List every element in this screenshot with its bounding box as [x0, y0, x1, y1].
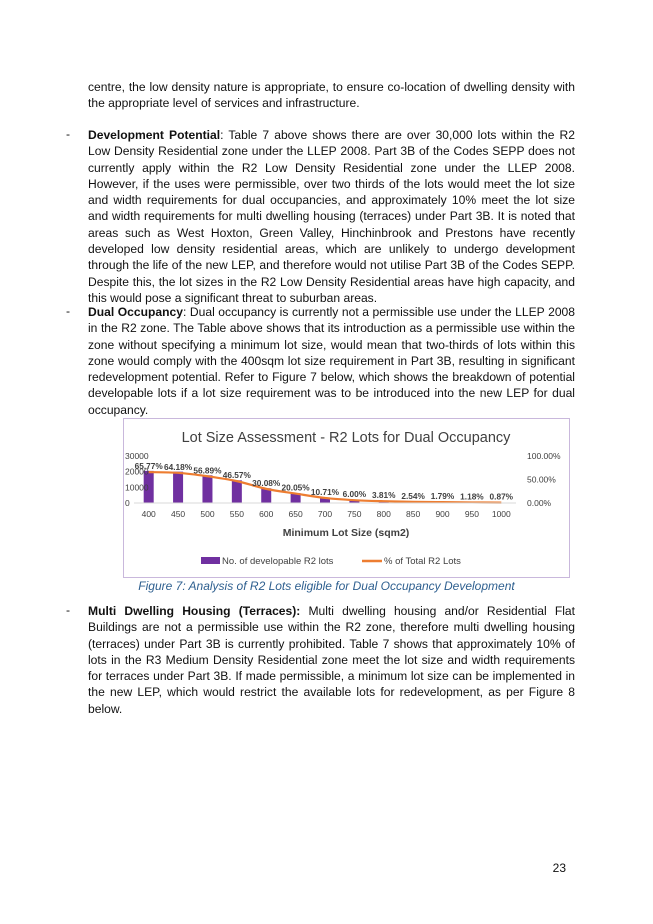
- data-label-900: 1.79%: [430, 491, 455, 502]
- legend-label-bars: No. of developable R2 lots: [222, 556, 334, 567]
- bullet-multi-dwelling: [88, 603, 575, 717]
- data-label-400: 65.77%: [134, 461, 163, 472]
- data-label-1000: 0.87%: [489, 491, 514, 502]
- x-tick-1000: 1000: [491, 509, 511, 519]
- bullet-heading: Development Potential: [88, 128, 221, 142]
- bullet-text: : Dual occupancy is currently not a permissible use under the LLEP 2008 in the R2 zone. The Table above shows that its introduction as a permissible use within the zone without specifying a minimum lot size, would mean that two-thirds of lots within this zone would comply with the 400sqm lot size requirement in Part 3B, resulting in significant redevelopment potential. Refer to Figure 7 below, which shows the breakdown of potential developable lots if a lot size requirement was to be introduced into the new LEP for dual occupancy.: [88, 305, 575, 417]
- x-tick-700: 700: [317, 509, 333, 519]
- intro-paragraph: centre, the low density nature is appropriate, to ensure co-location of dwelling density with the appropriate level of services and infrastructure.: [88, 80, 575, 111]
- chart-legend: [201, 556, 461, 567]
- x-tick-950: 950: [464, 509, 480, 519]
- y-left-tick: 20000: [125, 466, 149, 477]
- bullet-text: : Table 7 above shows there are over 30,000 lots within the R2 Low Density Residential zone under the LLEP 2008. Part 3B of the Codes SEPP does not currently apply within the R2 Low Density Residential zone under the LLEP 2008. However, if the uses were permissible, over two thirds of the lots would meet the lot size and width requirements for dual occupancies, and approximately 10% meet the lot size and width requirements for multi dwelling housing (terraces) under Part 3B. It is noted that areas such as West Hoxton, Green Valley, Hinchinbrook and Prestons have recently developed low density residential areas, which are unlikely to undergo development through the life of the new LEP, and therefore would not utilise Part 3B of the Codes SEPP. Despite this, the lot sizes in the R2 Low Density Residential areas have high capacity, and this would pose a significant threat to suburban areas.: [88, 128, 575, 305]
- page-number: 23: [552, 861, 566, 875]
- data-label-750: 6.00%: [342, 489, 367, 500]
- legend-label-line: % of Total R2 Lots: [384, 556, 461, 567]
- chart-frame: [123, 418, 570, 578]
- bullet-heading: Dual Occupancy: [88, 305, 183, 319]
- bullet-marker: -: [66, 127, 71, 141]
- data-label-600: 30.08%: [252, 477, 281, 488]
- y-right-tick: 100.00%: [527, 451, 561, 461]
- x-tick-650: 650: [288, 509, 303, 519]
- data-label-950: 1.18%: [460, 491, 484, 502]
- bar-550: [232, 480, 242, 503]
- x-tick-850: 850: [406, 509, 421, 519]
- x-tick-600: 600: [259, 509, 274, 519]
- x-tick-900: 900: [435, 509, 450, 519]
- data-label-800: 3.81%: [372, 490, 396, 501]
- bar-450: [173, 472, 183, 503]
- x-axis-title: Minimum Lot Size (sqm2): [282, 527, 410, 539]
- data-label-550: 46.57%: [222, 470, 251, 481]
- bullet-marker: -: [66, 603, 71, 617]
- y-right-tick: 50.00%: [527, 474, 556, 485]
- data-label-450: 64.18%: [164, 461, 193, 472]
- bullet-marker: -: [66, 304, 71, 318]
- lot-size-chart: [124, 419, 569, 577]
- x-tick-550: 550: [229, 509, 244, 519]
- figure-caption: Figure 7: Analysis of R2 Lots eligible for Dual Occupancy Development: [138, 579, 515, 593]
- y-right-tick: 0.00%: [527, 498, 552, 508]
- x-tick-750: 750: [347, 509, 362, 519]
- x-tick-800: 800: [376, 509, 391, 519]
- x-tick-500: 500: [200, 509, 215, 519]
- bullet-text: Multi dwelling housing and/or Residential Flat Buildings are not a permissible use within the R2 zone, therefore multi dwelling housing (terraces) under Part 3B is currently prohibited. Table 7 shows that approximately 10% of lots in the R3 Medium Density Residential zone meet the lot size and width requirements for terraces under Part 3B. If made permissible, a minimum lot size can be implemented in the new LEP, which would restrict the available lots for redevelopment, as per Figure 8 below.: [88, 604, 575, 716]
- data-label-850: 2.54%: [401, 490, 425, 501]
- bullet-development-potential: [88, 127, 575, 306]
- x-tick-400: 400: [141, 509, 156, 519]
- data-label-500: 56.89%: [193, 465, 222, 476]
- y-left-tick: 10000: [125, 482, 149, 493]
- bullet-heading: Multi Dwelling Housing (Terraces):: [88, 604, 301, 618]
- data-label-650: 20.05%: [281, 482, 310, 493]
- chart-title: Lot Size Assessment - R2 Lots for Dual Occupancy: [181, 430, 511, 446]
- y-left-tick: 30000: [125, 451, 149, 461]
- x-tick-450: 450: [170, 509, 186, 519]
- y-left-tick: 0: [125, 498, 130, 508]
- bullet-dual-occupancy: [88, 304, 575, 418]
- legend-swatch-bars: [201, 557, 220, 564]
- data-label-700: 10.71%: [310, 486, 340, 497]
- bar-500: [202, 475, 212, 503]
